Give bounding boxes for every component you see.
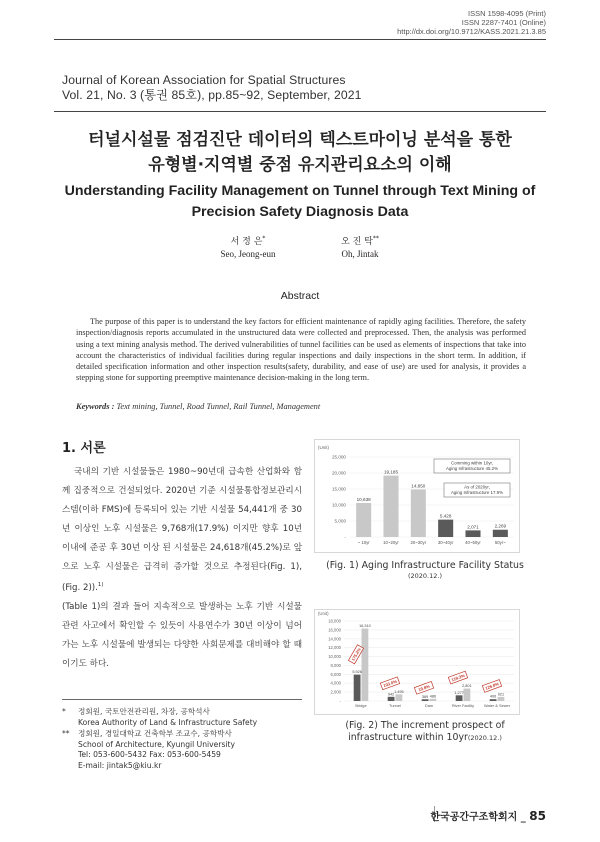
chart2-bar-current [456, 695, 463, 701]
figure-1-caption-text: (Fig. 1) Aging Infrastructure Facility Status [326, 560, 524, 571]
chart2-ytick-label: 12,000 [328, 645, 341, 651]
volume-line: Vol. 21, No. 3 (통권 85호), pp.85~92, September, 2021 [62, 88, 362, 102]
body-paragraph-2: (Table 1)의 결과 들어 지속적으로 발생하는 노후 기반 시설물 관련 사고에서 확인할 수 있듯이 사용연수가 30년 이상이 넘어가는 노후 시설물에 발생되는 다양한 사회문제를 대비해야 할 때이기도 하다. [62, 602, 302, 669]
chart2-growth-label: 126.8% [484, 681, 500, 691]
chart1-bar [438, 520, 453, 537]
abstract-text: The purpose of this paper is to understand the key factors for efficient maintenance of rapidly aging facilities. Therefore, the safety inspection/diagnosis reports accumulated in the unstructured data were collected and preprocessed. Then, the analysis was performed using a text mining analysis method. The derived vulnerabilities of tunnel facilities can be used as elements of inspections that take into account the characteristics of individual facilities during regular inspections and daily inspections in the short term. In addition, if detailed specification information and other inspection results(safety, durability, and ease of use) are used for analysis, it provides a stepping stone for supporting preemptive maintenance decision-making in the long term. [76, 317, 526, 383]
chart2-value-label-future: 16,310 [359, 624, 371, 629]
doi-link[interactable]: http://dx.doi.org/10.9712/KASS.2021.21.3.85 [397, 27, 546, 36]
chart2-category-label: Bridge [355, 703, 367, 708]
figure-2-caption-line1: (Fig. 2) The increment prospect of [345, 720, 505, 731]
section-body [62, 463, 302, 674]
chart2-value-label-future: 486 [429, 694, 437, 699]
footnote-2-line2: School of Architecture, Kyungil University [78, 739, 235, 749]
chart1-ytick-label: 25,000 [331, 454, 346, 460]
footnote-ref[interactable]: 1) [97, 582, 104, 589]
footnotes [62, 707, 312, 773]
footnote-2 [62, 729, 312, 771]
chart1-annotation-line1: As of 2020yr, [464, 484, 490, 490]
chart1-category-label: 30~40yr [437, 540, 454, 545]
chart2-ytick-label: 10,000 [328, 654, 341, 660]
chart2-bar-current [354, 675, 361, 701]
chart2-frame [315, 610, 520, 715]
title-korean-line2: 유형별·지역별 중점 유지관리요소의 이해 [148, 155, 452, 175]
chart2-category-label: Dam [424, 703, 434, 708]
chart1-category-label: 10~20yr [383, 540, 399, 545]
chart2-ytick-label: 2,000 [330, 689, 341, 695]
chart2-value-label-current: 942 [387, 692, 395, 697]
figure-2-caption [305, 720, 545, 744]
chart1-annotation-line1: Comming within 10yr, [451, 460, 493, 466]
figure-2-caption-line2-wrap [305, 732, 545, 744]
chart2-bar-future [498, 697, 505, 701]
author-2-english: Oh, Jintak [341, 249, 379, 259]
footnote-1-line1: 정회원, 국토안전관리원, 차장, 공학석사 [78, 707, 210, 716]
chart1-ytick-label: 10,000 [331, 502, 346, 508]
chart1-value-label: 10,638 [356, 496, 371, 502]
title-korean-line1: 터널시설물 점검진단 데이터의 텍스트마이닝 분석을 통한 [88, 130, 512, 150]
header-rule-bottom [54, 111, 546, 112]
chart2-category-label: River Facility [451, 703, 475, 708]
footnote-1-mark: * [62, 707, 66, 716]
chart2-ytick-label: 8,000 [330, 662, 341, 668]
issn-block [397, 9, 546, 36]
footer-separator: _ [517, 812, 530, 823]
title-english-line2: Precision Safety Diagnosis Data [191, 204, 409, 220]
chart2-growth-label: 103.0% [382, 678, 398, 689]
issn-print: ISSN 1598-4095 (Print) [468, 9, 546, 18]
chart1-category-label: 20~30yr [410, 540, 427, 545]
chart1-category-label: 40~50yr [465, 540, 481, 545]
page-number: 85 [529, 809, 546, 823]
chart1-unit-label: (Unit) [318, 445, 329, 450]
chart2-ytick-label: - [339, 698, 341, 704]
author-1-mark: * [262, 235, 266, 242]
chart1-ytick-label: 15,000 [331, 486, 346, 492]
footer-journal: 한국공간구조학회지 [430, 812, 518, 823]
chart2-category-label: Tunnel [389, 703, 401, 708]
chart2-unit-label: (Unit) [318, 611, 329, 616]
chart2-growth-label: 119.3% [450, 672, 466, 683]
chart1-value-label: 2,269 [494, 523, 507, 529]
chart1-category-label: 50yr~ [494, 540, 506, 545]
chart1-value-label: 19,185 [383, 469, 399, 475]
author-2 [300, 234, 420, 259]
footnote-2-mark: ** [62, 729, 70, 739]
header-rule-top [54, 39, 546, 40]
footnote-separator [62, 699, 302, 700]
chart2-growth-label: 175.2% [350, 646, 362, 662]
chart1-category-label: ~ 10yr [357, 540, 370, 545]
author-2-korean: 오 진 탁 [341, 237, 373, 247]
page-footer [430, 808, 546, 823]
keywords-list: Text mining, Tunnel, Road Tunnel, Rail Tunnel, Management [116, 402, 321, 411]
author-1-korean: 서 정 은 [230, 237, 263, 247]
footnote-2-line1: 정회원, 경일대학교 건축학부 조교수, 공학박사 [78, 729, 232, 739]
chart2-bar-future [362, 629, 369, 701]
chart2-value-label-future: 921 [497, 692, 505, 697]
chart2-value-label-future: 1,495 [394, 689, 404, 694]
author-2-mark: ** [372, 235, 379, 242]
figure-1 [314, 439, 520, 553]
body-paragraph-1 [62, 463, 302, 598]
journal-header [62, 73, 361, 103]
chart2-category-label: Water & Sewer [483, 703, 511, 708]
chart2-bar-future [464, 689, 471, 701]
keywords-label: Keywords : [76, 402, 117, 411]
title-english-line1: Understanding Facility Management on Tunnel through Text Mining of [64, 183, 536, 199]
footnote-1 [62, 707, 312, 728]
chart2-value-label-future: 2,801 [462, 684, 472, 689]
chart2-growth-label: 19.8% [417, 683, 431, 693]
figure-2-caption-line2: infrastructure within 10yr [348, 732, 468, 743]
journal-name: Journal of Korean Association for Spatial Structures [62, 73, 346, 87]
footnote-1-line2: Korea Authority of Land & Infrastructure Safety [78, 717, 258, 727]
chart2-ytick-label: 14,000 [328, 636, 341, 642]
figure-1-caption [305, 560, 545, 580]
chart1-bar [356, 503, 371, 537]
figure-1-chart [314, 439, 520, 553]
figure-2-chart [314, 609, 520, 715]
chart1-annotation-line2: Aging Infrastructure 45.2% [446, 466, 498, 471]
chart2-value-label-current: 1,277 [454, 690, 464, 695]
author-1 [188, 234, 308, 259]
chart2-bar-current [490, 699, 497, 701]
issn-online: ISSN 2287-7401 (Online) [461, 18, 546, 27]
chart1-ytick-label: 20,000 [331, 470, 346, 476]
chart1-value-label: 5,428 [439, 513, 452, 519]
chart2-value-label-current: 406 [489, 694, 497, 699]
chart2-value-label-current: 5,926 [352, 670, 362, 675]
chart1-bar [493, 530, 508, 537]
chart1-ytick-label: 5,000 [334, 518, 346, 524]
footnote-2-line3: Tel: 053-600-5432 Fax: 053-600-5459 [78, 750, 221, 760]
chart2-ytick-label: 4,000 [330, 680, 341, 686]
chart1-bar [411, 489, 426, 537]
abstract-heading: Abstract [280, 290, 320, 302]
chart2-ytick-label: 6,000 [330, 671, 341, 677]
chart1-bar [383, 476, 398, 537]
chart2-ytick-label: 18,000 [328, 618, 341, 624]
figure-2 [314, 609, 520, 715]
chart1-ytick-label: - [344, 534, 346, 540]
chart2-bar-future [430, 699, 437, 701]
chart1-value-label: 2,071 [467, 524, 479, 530]
body-paragraph-1-text: 국내의 기반 시설물들은 1980~90년대 급속한 산업화와 함께 집중적으로 건설되었다. 2020년 기준 시설물통합정보관리시스템(이하 FMS)에 등록되어 있는 기반 시설물 54,441개 중 30년 이상인 노후 시설물은 9,768개(17.9%) 이지만 향후 10년 이내에 준공 후 30년 이상 된 시설물은 24,618개(45.2%)로 앞으로 노후 시설물은 급격히 증가할 것으로 추정된다(Fig. 1), (Fig. 2)). [62, 467, 302, 594]
chart2-bar-future [396, 694, 403, 701]
footnote-2-line4[interactable]: E-mail: jintak5@kiu.kr [78, 760, 162, 770]
figure-2-caption-date: (2020.12.) [467, 734, 502, 742]
figure-1-caption-date: (2020.12.) [407, 572, 443, 580]
section-heading: 1. 서론 [62, 441, 106, 456]
chart2-bar-current [388, 697, 395, 701]
chart2-bar-current [422, 699, 429, 701]
keywords [76, 402, 526, 411]
author-1-english: Seo, Jeong-eun [220, 249, 276, 259]
chart2-value-label-current: 389 [421, 694, 429, 699]
chart1-bar [465, 530, 480, 537]
chart2-ytick-label: 16,000 [328, 627, 341, 633]
chart1-value-label: 14,850 [411, 483, 426, 489]
chart1-annotation-line2: Aging Infrastructure 17.9% [451, 490, 503, 495]
